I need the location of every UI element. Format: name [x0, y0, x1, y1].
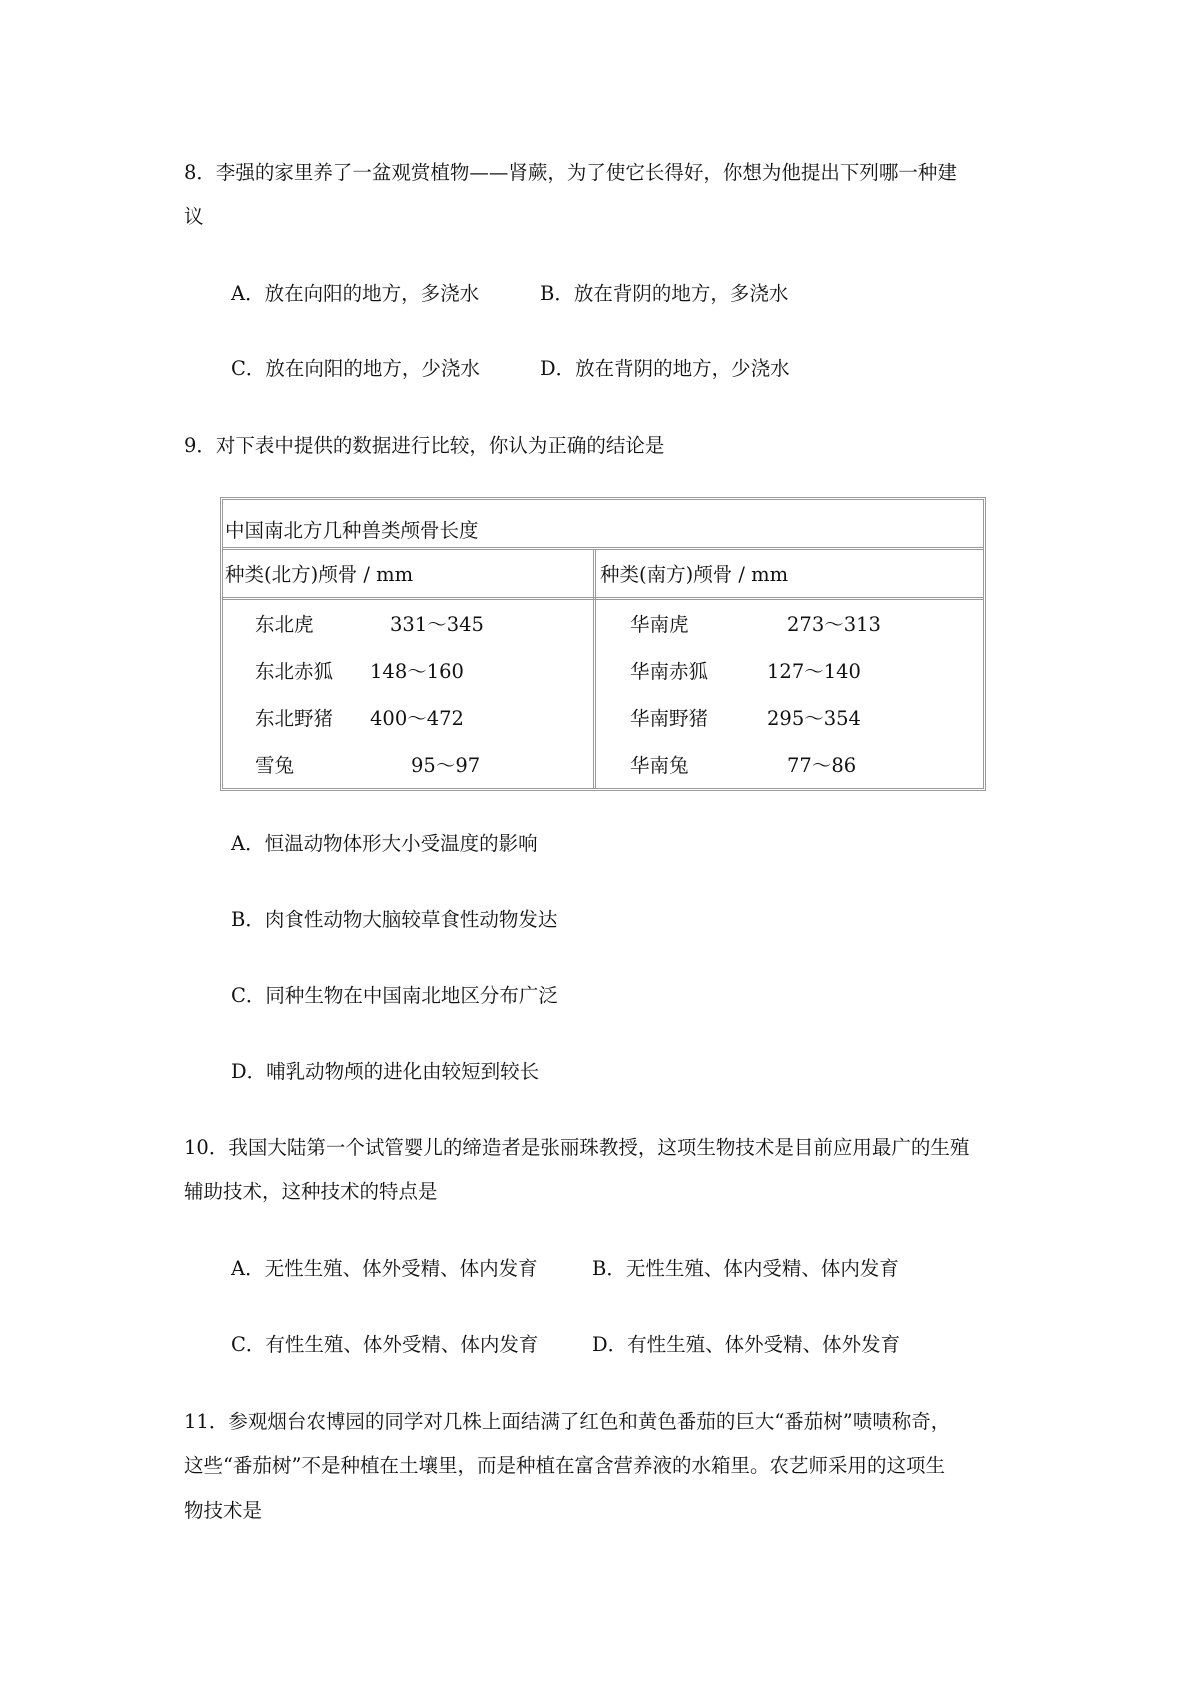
q9-option-c: C．同种生物在中国南北地区分布广泛	[231, 984, 558, 1007]
q10-option-d: D．有性生殖、体外受精、体外发育	[592, 1333, 901, 1356]
q11-stem-line3: 物技术是	[184, 1499, 263, 1522]
q10-option-c: C．有性生殖、体外受精、体内发育	[231, 1333, 539, 1356]
south-row-1-name: 华南虎	[630, 613, 689, 636]
q9-option-a: A．恒温动物体形大小受温度的影响	[231, 832, 538, 855]
north-row-3-name: 东北野猪	[255, 707, 334, 730]
north-row-3-value: 400～472	[370, 707, 464, 730]
q8-option-c: C．放在向阳的地方，少浇水	[231, 357, 480, 380]
q11-stem-line2: 这些“番茄树”不是种植在土壤里，而是种植在富含营养液的水箱里。农艺师采用的这项生	[184, 1454, 945, 1477]
south-row-4-name: 华南兔	[630, 754, 689, 777]
q10-option-a: A．无性生殖、体外受精、体内发育	[231, 1257, 538, 1280]
q10-option-b: B．无性生殖、体内受精、体内发育	[592, 1257, 899, 1280]
header-south: 种类(南方)颅骨 / mm	[600, 563, 789, 586]
table-title-row	[223, 500, 983, 550]
south-row-4-value: 77～86	[787, 754, 857, 777]
header-north: 种类(北方)颅骨 / mm	[225, 563, 414, 586]
north-row-2-name: 东北赤狐	[255, 660, 334, 683]
north-row-4-value: 95～97	[411, 754, 481, 777]
south-row-3-value: 295～354	[767, 707, 861, 730]
q9-option-b: B．肉食性动物大脑较草食性动物发达	[231, 908, 558, 931]
south-row-2-value: 127～140	[767, 660, 861, 683]
q8-option-a: A．放在向阳的地方，多浇水	[231, 282, 480, 305]
skull-length-table	[220, 497, 986, 791]
q9-stem: 9．对下表中提供的数据进行比较，你认为正确的结论是	[184, 434, 665, 457]
south-row-1-value: 273～313	[787, 613, 881, 636]
q10-stem-line2: 辅助技术，这种技术的特点是	[184, 1180, 438, 1203]
q11-stem-line1: 11．参观烟台农博园的同学对几株上面结满了红色和黄色番茄的巨大“番茄树”啧啧称奇，	[184, 1410, 951, 1433]
north-row-4-name: 雪兔	[255, 754, 295, 777]
south-row-3-name: 华南野猪	[630, 707, 709, 730]
table-header-row	[223, 550, 983, 600]
north-row-2-value: 148～160	[370, 660, 464, 683]
q9-option-d: D．哺乳动物颅的进化由较短到较长	[231, 1060, 540, 1083]
q8-stem-line2: 议	[184, 205, 204, 228]
south-row-2-name: 华南赤狐	[630, 660, 709, 683]
q8-option-d: D．放在背阴的地方，少浇水	[540, 357, 790, 380]
north-row-1-value: 331～345	[390, 613, 484, 636]
table-title: 中国南北方几种兽类颅骨长度	[225, 519, 479, 542]
table-column-divider	[593, 550, 596, 788]
north-row-1-name: 东北虎	[255, 613, 314, 636]
q10-stem-line1: 10．我国大陆第一个试管婴儿的缔造者是张丽珠教授，这项生物技术是目前应用最广的生殖	[184, 1136, 970, 1159]
q8-option-b: B．放在背阴的地方，多浇水	[540, 282, 789, 305]
q8-stem-line1: 8．李强的家里养了一盆观赏植物——肾蕨，为了使它长得好，你想为他提出下列哪一种建	[184, 161, 957, 184]
